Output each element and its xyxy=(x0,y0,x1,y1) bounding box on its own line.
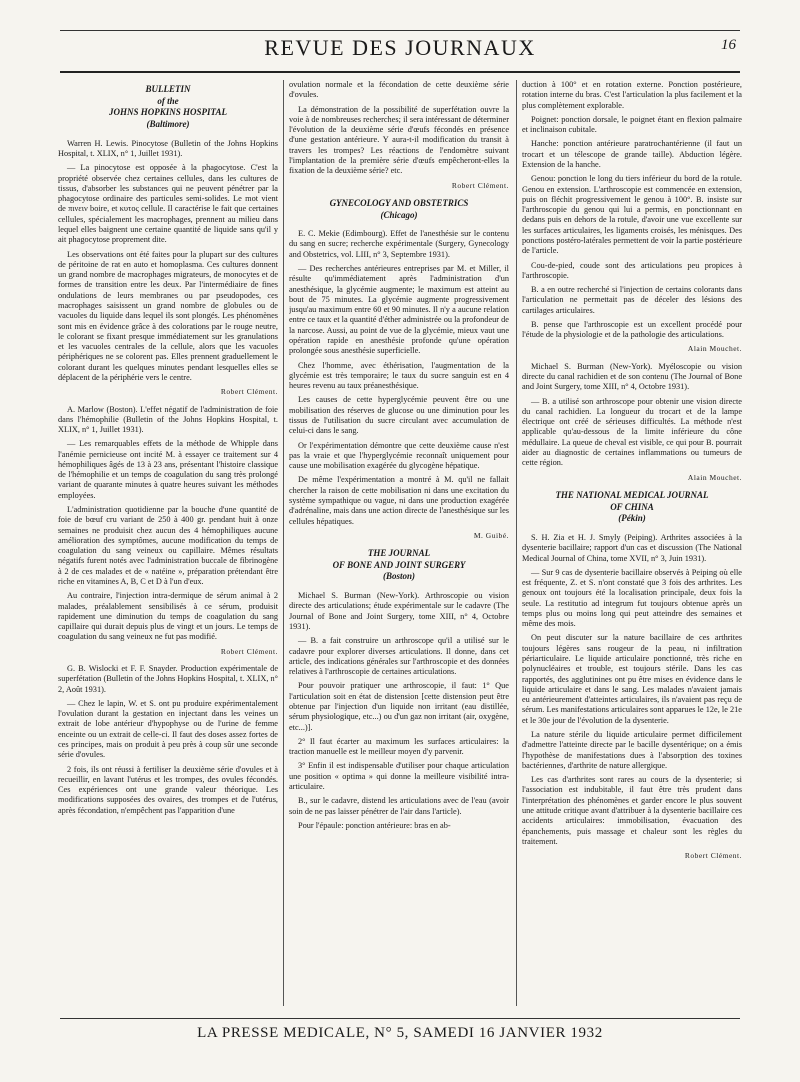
article-paragraph: 2 fois, ils ont réussi à fertiliser la deuxième série d'ovules et à recueillir, en lavant l'utérus et les trompes, des ovules fécondés. Ces expériences ont une grande valeur théorique. Les modifications supposées des ovaires, des trompes et de l'utérus, après fécondation, n'empêchent pas l'apparition d'une xyxy=(58,764,278,815)
article-paragraph: B., sur le cadavre, distend les articulations avec de l'eau (avoir soin de ne pas laisser pénétrer de l'air dans l'article). xyxy=(289,796,509,816)
article-columns xyxy=(58,80,742,1006)
article-heading: A. Marlow (Boston). L'effet négatif de l'administration de foie dans l'hémophilie (Bulletin of the Johns Hopkins Hospital, t. XLIX, n° 1, Juillet 1931). xyxy=(58,404,278,435)
article-paragraph: ovulation normale et la fécondation de cette deuxième série d'ovules. xyxy=(289,80,509,100)
article-paragraph: duction à 100° et en rotation externe. Ponction postérieure, rotation interne du bras. C'est l'articulation la plus facilement et la plus complètement explorable. xyxy=(522,80,742,110)
article-paragraph: Genou: ponction le long du tiers inférieur du bord de la rotule. Genou en extension. L'arthroscopie est commencée en extension, puis on fléchit progressivement le genou à 100°. B. insiste sur l'arthroscopie du genou qui lui a permis, en ponctionnant en dedans puis en dehors de la rotule, d'avoir une vue excellente sur les surfaces articulaires, les ligaments croisés, les ménisques. Des ponctions postéro-latérales permettent de voir la partie postérieure de l'article. xyxy=(522,174,742,256)
article-paragraph: Hanche: ponction antérieure paratrochantérienne (il faut un trocart et un télescope de grande taille). Abduction légère. Extension de la hanche. xyxy=(522,139,742,169)
article-heading: Michael S. Burman (New-York). Arthroscopie ou vision directe des articulations; étude expérimentale sur le cadavre (The Journal of Bone and Joint Surgery, tome XIII, n° 4, Octobre 1931). xyxy=(289,591,509,631)
article-paragraph: Au contraire, l'injection intra-dermique de sérum animal à 2 malades, préalablement sensibilisés à ce sérum, produisit rapidement une diminution du temps de coagulation du sang capillaire qui durait depuis plus de vingt et un jours. Le temps de coagulation du sang veineux ne fut pas modifié. xyxy=(58,591,278,642)
article-paragraph: — Chez le lapin, W. et S. ont pu produire expérimentalement l'ovulation durant la gestation en injectant dans les veines un extrait de lobe antérieur d'hypophyse ou de l'urine de femme enceinte ou un extrait de celle-ci. Il faut des doses assez fortes de ces principes, mais on produit à peu près à coup sûr une seconde série d'ovules. xyxy=(58,698,278,760)
article-heading: Warren H. Lewis. Pinocytose (Bulletin of the Johns Hopkins Hospital, t. XLIX, n° 1, Juillet 1931). xyxy=(58,138,278,159)
article-paragraph: — B. a utilisé son arthroscope pour obtenir une vision directe du canal rachidien. La longueur du trocart et de la lampe électrique ont créé de sérieuses difficultés. La méthode n'est applicable qu'au-dessous de la limite inférieure du cône médullaire. La queue de cheval est visible, ce qui pour B. pourrait aider au diagnostic de certaines inflammations ou tumeurs de cette région. xyxy=(522,396,742,468)
article-paragraph: Pour l'épaule: ponction antérieure: bras en ab- xyxy=(298,820,451,830)
section-heading: BULLETIN of the JOHNS HOPKINS HOSPITAL (Baltimore) xyxy=(108,84,228,130)
article-paragraph: Les causes de cette hyperglycémie peuvent être ou une mobilisation des réserves de glucose ou une diminution pour les tissus de l'utilisation du sucre circulant avec accumulation de celui-ci dans le sang. xyxy=(289,395,509,436)
section-heading: GYNECOLOGY AND OBSTETRICS (Chicago) xyxy=(329,197,469,220)
column-right xyxy=(522,80,742,1006)
article-heading: S. H. Zia et H. J. Smyly (Peiping). Arthrites associées à la dysenterie bacillaire; rapport d'un cas et discussion (The National Medical Journal of China, tome XVII, n° 3, Juin 1931). xyxy=(522,532,742,563)
section-heading: THE JOURNAL OF BONE AND JOINT SURGERY (Boston) xyxy=(332,548,466,582)
article-paragraph: 3° Enfin il est indispensable d'utiliser pour chaque articulation une position « optima » qui donne la meilleure visibilité intra-articulaire. xyxy=(289,761,509,791)
article-paragraph: L'administration quotidienne par la bouche d'une quantité de foie de bœuf cru variant de 250 à 400 gr. pendant huit à onze semaines ne produisit chez aucun des 4 hémophiliques aucune amélioration des symptômes, aucune modification du temps de coagulation du sang veineux ou capillaire. Mêmes résultats négatifs furent notés avec l'administration buccale de fibrinogène à 2 de ces malades et de « natéine », préparation prétendant être riche en vitamines A, B, C et D à l'un d'eux. xyxy=(58,505,278,587)
article-paragraph: De même l'expérimentation a montré à M. qu'il ne fallait chercher la raison de cette mobilisation ni dans une excitation du système sympathique ou vague, ni dans une production exagérée d'adrénaline, mais dans une action directe de l'anesthésique sur les cellules hépatiques. xyxy=(289,475,509,526)
article-paragraph: Les cas d'arthrites sont rares au cours de la dysenterie; si l'association est indubitable, il faut être très prudent dans l'interprétation des phénomènes et garder encore le plus souvent une attitude critique avant d'attribuer à la dysenterie bacillaire ces accidents articulaires: immobilisation, évacuation des épanchements, puis massage et chaleur sont les règles du traitement. xyxy=(522,775,742,846)
article-paragraph: La nature stérile du liquide articulaire permet difficilement d'admettre l'atteinte directe par le bacille dysentérique; on a émis l'hypothèse de manifestations dues à l'absorption des toxines bactériennes, d'arthrite de nature allergique. xyxy=(522,730,742,770)
article-paragraph: — La pinocytose est opposée à la phagocytose. C'est la propriété observée chez certaines cellules, dans les cultures de tissus, d'absorber les substances qui ne peuvent pénétrer par la phagocytose ordinaire des particules semi-solides. Le mot vient de πινειν boire, et κυτος cellule. Il caractérise le fait que certaines cellules, spécialement les macrophages, prennent au milieu dans lequel elles baignent une certaine quantité de liquide sans qu'il y ait phagocytose proprement dite. xyxy=(58,163,278,245)
article-paragraph: B. pense que l'arthroscopie est un excellent procédé pour l'étude de la physiologie et de la pathologie des articulations. xyxy=(522,319,742,340)
article-signature: Robert Clément. xyxy=(220,646,278,656)
article-signature: M. Guibé. xyxy=(473,530,509,540)
article-paragraph: Poignet: ponction dorsale, le poignet étant en flexion palmaire et inclinaison cubitale. xyxy=(522,114,742,135)
article-paragraph: Pour pouvoir pratiquer une arthroscopie, il faut: 1° Que l'articulation soit en état de distension [cette distension peut être obtenue par l'injection d'un liquide non irritant (eau distillée, sérum physiologique, etc...) ou d'un gaz non irritant (air, oxygène, etc...)]. xyxy=(289,681,509,732)
article-paragraph: On peut discuter sur la nature bacillaire de ces arthrites toujours légères sans rougeur de la peau, ni infiltration périarticulaire. Le liquide articulaire ponctionné, très riche en polynucléaires et trouble, est toujours stérile. Dans les cas rapportés, des agglutinines ont pu être mises en évidence dans le liquide articulaire et dans le sang. Les malades n'avaient jamais eu antérieurement d'atteintes articulaires, ils n'avaient pas reçu de sérum. Les manifestations articulaires sont apparues le 12e, le 21e et le 30e jour de l'évolution de la dysenterie. xyxy=(522,633,742,725)
article-paragraph: — Des recherches antérieures entreprises par M. et Miller, il résulte qu'immédiatement après l'administration d'un anesthésique, la glycémie augmente; le maximum est atteint au bout de 75 minutes. La glycémie augmente progressivement jusqu'au maximum entre 60 et 90 minutes. Il n'y a aucune relation entre ce taux et la quantité d'éther administrée ou la profondeur de la narcose. Aussi, au point de vue de la glycémie, mieux vaut une opération rapide en anesthésie profonde qu'une opération prolongée sous anesthésie superficielle. xyxy=(289,264,509,356)
page-number: 16 xyxy=(721,37,736,53)
article-paragraph: La démonstration de la possibilité de superfétation ouvre la voie à de nombreuses recherches; il sera intéressant de déterminer l'évolution de la deuxième série d'œufs fécondés en présence d'une gestation antérieure. Y aura-t-il modification du transit à travers les trompes? Les réactions de l'endomètre suivant l'implantation de la première série d'œufs empêcheront-elles la fixation de la deuxième série? etc. xyxy=(289,104,509,176)
page-footer: LA PRESSE MEDICALE, N° 5, SAMEDI 16 JANVIER 1932 xyxy=(60,1018,740,1047)
article-paragraph: Cou-de-pied, coude sont des articulations peu propices à l'arthroscopie. xyxy=(522,260,742,280)
column-left xyxy=(58,80,278,1006)
article-heading: G. B. Wislocki et F. F. Snayder. Production expérimentale de superfétation (Bulletin of the Johns Hopkins Hospital, t. XLIX, n° 2, Août 1931). xyxy=(58,664,278,694)
article-paragraph: — B. a fait construire un arthroscope qu'il a utilisé sur le cadavre pour explorer diverses articulations. Il donne, dans cet article, des indications générales sur l'arthroscopie et des données relatives à l'arthroscopie de certaines articulations. xyxy=(289,636,509,677)
article-paragraph: Or l'expérimentation démontre que cette deuxième cause n'est pas la vraie et que l'hyperglycémie reconnaît uniquement pour cause une mobilisation exagérée du glycogène hépatique. xyxy=(289,440,509,471)
article-paragraph: Chez l'homme, avec éthérisation, l'augmentation de la glycémie est très temporaire; le taux du sucre sanguin est en 4 heures revenu au taux préanesthésique. xyxy=(289,360,509,391)
article-paragraph: B. a en outre recherché si l'injection de certains colorants dans l'articulation ne permettait pas de déceler des lésions des cartilages articulaires. xyxy=(522,285,742,315)
journal-section-title: REVUE DES JOURNAUX xyxy=(264,35,536,60)
article-heading: Michael S. Burman (New-York). Myéloscopie ou vision directe du canal rachidien et de son contenu (The Journal of Bone and Joint Surgery, tome XIII, n° 4, Octobre 1931). xyxy=(522,361,742,392)
column-divider xyxy=(283,80,284,1006)
article-paragraph: 2° Il faut écarter au maximum les surfaces articulaires: la traction manuelle est le meilleur moyen d'y parvenir. xyxy=(289,736,509,757)
article-paragraph: — Les remarquables effets de la méthode de Whipple dans l'anémie pernicieuse ont incité M. à essayer ce traitement sur 4 hémophiliques âgés de 13 à 23 ans, présentant l'histoire classique de l'hémophilie et un temps de coagulation du sang très prolongé variant de quarante minutes à quatre heures suivant les méthodes employées. xyxy=(58,439,278,500)
article-paragraph: Les observations ont été faites pour la plupart sur des cultures de péritoine de rat en auto et homoplasma. Ces cultures donnent un grand nombre de macrophages migrateurs, de monocytes et de formes de transition entre les deux. Par l'intermédiaire de fines ondulations de leurs membranes ou par pseudopodes, ces macrophages saisissent un grand nombre de globules ou de vacuoles du liquide dans lequel ils sont plongés. Les phénomènes sont mis en évidence grâce à des colorations par le rouge neutre, le colorant se fixant presque immédiatement sur les granulations et les vacuoles centrales de la cellule, alors que les vacuoles périphériques ne se colorent pas. Elles prennent graduellement le colorant durant les quelques minutes pendant lesquelles elles se déplacent de la périphérie vers le centre. xyxy=(58,249,278,382)
section-heading: THE NATIONAL MEDICAL JOURNAL OF CHINA (Pékin) xyxy=(555,489,709,524)
article-signature: Alain Mouchet. xyxy=(687,344,742,354)
article-heading: E. C. Mekie (Edimbourg). Effet de l'anesthésie sur le contenu du sang en sucre; recherche expérimentale (Surgery, Gynecology and Obstetrics, vol. LIII, n° 3, Septembre 1931). xyxy=(289,229,509,259)
column-middle xyxy=(289,80,509,1006)
article-paragraph: — Sur 9 cas de dysenterie bacillaire observés à Peiping où elle est fréquente, Z. et S. n'ont constaté que 3 fois des arthrites. Les genoux ont toujours été la localisation principale, deux fois la seule. La restitutio ad integrum fut toujours obtenue après un temps plus ou moins long qui peut atteindre des semaines et même des mois. xyxy=(522,567,742,629)
article-signature: Robert Clément. xyxy=(220,387,278,397)
article-signature: Robert Clément. xyxy=(451,180,509,190)
article-signature: Robert Clément. xyxy=(684,851,742,861)
column-divider xyxy=(516,80,517,1006)
page-header xyxy=(60,30,740,73)
article-signature: Alain Mouchet. xyxy=(687,472,742,482)
